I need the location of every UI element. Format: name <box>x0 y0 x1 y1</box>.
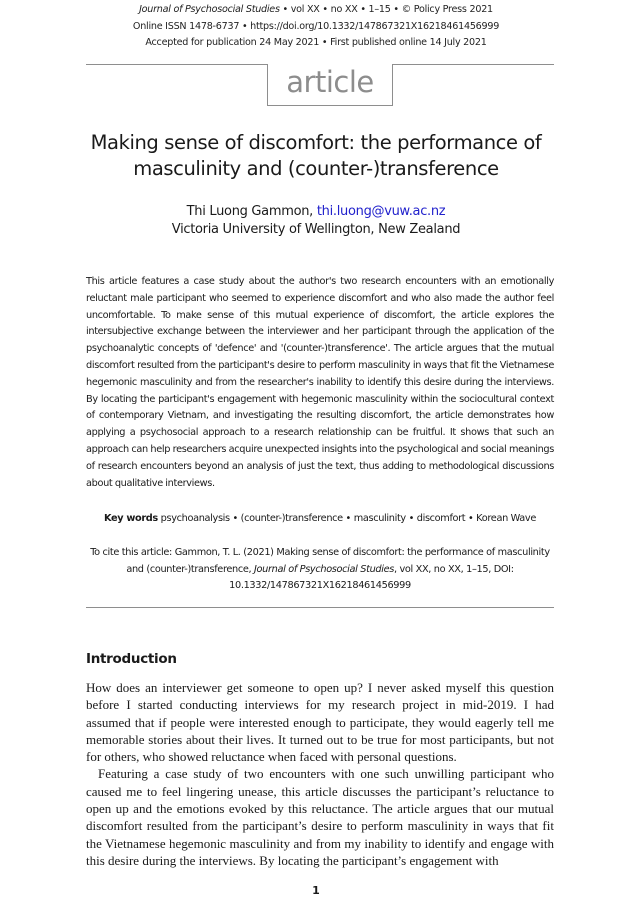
body-paragraph-1: How does an interviewer get someone to open up? I never asked myself this question before I started conducting interviews for my research project in mid-2019. I had assumed that if people were interested enough to participate, they would eagerly tell me memorable stories about their lives. It turned out to be true for most participants, but not for others, who showed reluctance when faced with personal questions. <box>86 680 554 765</box>
journal-masthead <box>0 2 632 52</box>
issn-doi-line: Online ISSN 1478-6737 • https://doi.org/10.1332/147867321X16218461456999 <box>132 20 500 32</box>
body-text <box>86 679 554 869</box>
publication-dates-line: Accepted for publication 24 May 2021 • First published online 14 July 2021 <box>145 37 487 48</box>
keywords-line <box>86 511 554 527</box>
citation-suffix: , vol XX, no XX, 1–15, DOI: 10.1332/147867321X16218461456999 <box>229 563 514 591</box>
article-title <box>60 130 572 182</box>
journal-name: Journal of Psychosocial Studies <box>139 4 280 15</box>
article-title-line-1: Making sense of discomfort: the performance of <box>90 131 542 154</box>
abstract: This article features a case study about the author's two research encounters with an emotionally reluctant male participant who seemed to experience discomfort and who also made the author feel uncomfortable. To make sense of this mutual experience of discomfort, the article explores the intersubjective exchange between the interviewer and her participant through the application of the psychoanalytic concepts of 'defence' and '(counter-)transference'. The article argues that the mutual discomfort resulted from the participant's desire to perform masculinity in ways that fit the Vietnamese hegemonic masculinity and from the researcher's inability to identify this desire during the interviews. By locating the participant's engagement with hegemonic masculinity within the sociocultural context of contemporary Vietnam, and investigating the resulting discomfort, the article demonstrates how applying a psychosocial approach to a research relationship can be fruitful. It shows that such an approach can help researchers acquire unexpected insights into the psychological and social meanings of research encounters beyond an analysis of just the text, thus adding to methodological discussions about qualitative interviews. <box>86 276 554 489</box>
author-email-link[interactable]: thi.luong@vuw.ac.nz <box>316 204 446 219</box>
journal-citation-line <box>0 2 632 19</box>
article-type-label: article <box>267 64 393 106</box>
keywords-list: psychoanalysis • (counter-)transference • masculinity • discomfort • Korean Wave <box>157 513 537 524</box>
body-paragraph-2: Featuring a case study of two encounters with one such unwilling participant who caused me to feel lingering unease, this article discusses the participant’s reluctance to open up and the emotions evoked by this reluctance. The article argues that our mutual discomfort resulted from the participant’s desire to perform masculinity in ways that fit the Vietnamese hegemonic masculinity and from my inability to identify and engage with this desire during the interviews. By locating the participant’s engagement with <box>86 766 554 868</box>
citation-prefix: To cite this article: Gammon, T. L. (2021) Making sense of discomfort: the performance of masculinity and (counter-)transference, <box>90 547 550 575</box>
bottom-divider <box>86 607 554 608</box>
section-heading-introduction: Introduction <box>86 651 177 667</box>
author-affiliation: Victoria University of Wellington, New Zealand <box>171 222 461 237</box>
author-line <box>0 203 632 221</box>
article-title-line-2: masculinity and (counter-)transference <box>133 157 499 180</box>
citation-journal: Journal of Psychosocial Studies <box>254 563 394 575</box>
author-block <box>0 203 632 239</box>
author-name: Thi Luong Gammon, <box>186 204 317 219</box>
keywords-label: Key words <box>103 513 158 524</box>
page-number: 1 <box>312 884 320 897</box>
journal-details: • vol XX • no XX • 1–15 • © Policy Press 2021 <box>279 4 493 15</box>
citation-block <box>86 545 554 595</box>
